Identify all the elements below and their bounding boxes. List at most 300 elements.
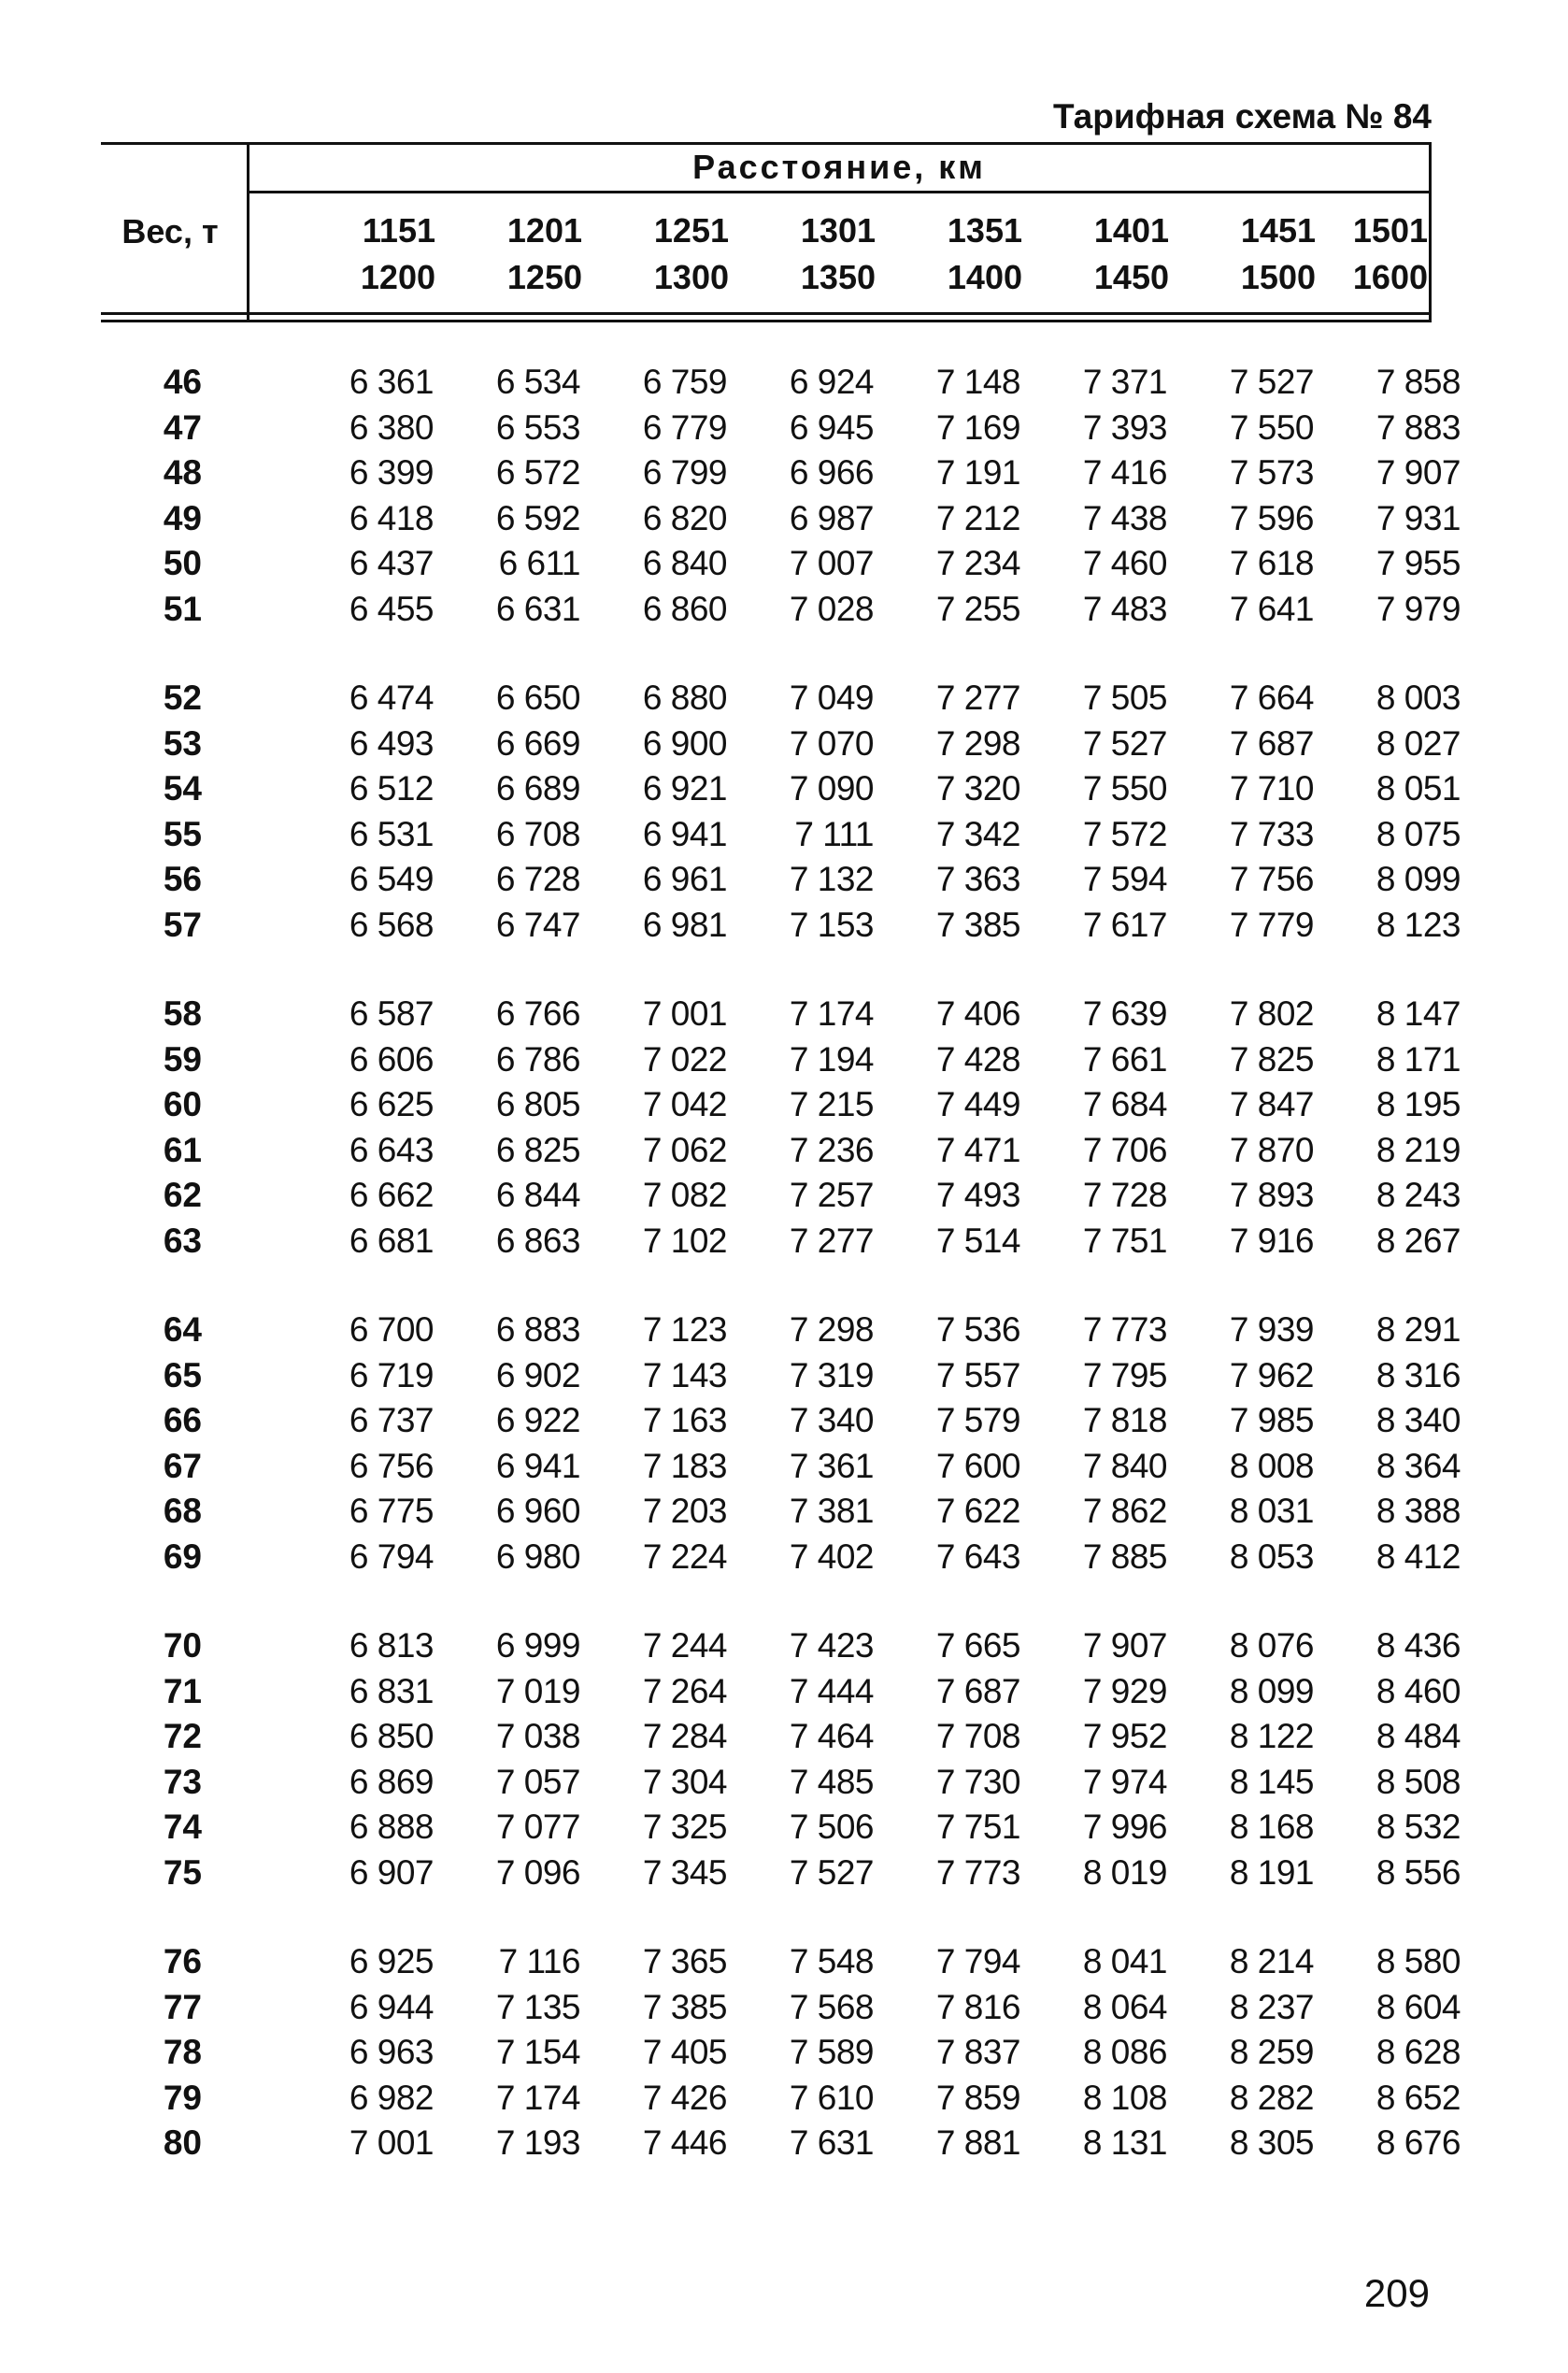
- tariff-cell: 7 779: [1229, 905, 1314, 944]
- tariff-cell: 7 215: [789, 1085, 874, 1123]
- weight-cell: 78: [163, 2033, 202, 2071]
- tariff-cell: 6 643: [349, 1130, 434, 1169]
- tariff-cell: 7 795: [1082, 1355, 1167, 1394]
- tariff-cell: 8 099: [1376, 860, 1461, 898]
- tariff-cell: 7 600: [935, 1446, 1020, 1485]
- tariff-cell: 6 759: [642, 363, 727, 401]
- tariff-cell: 6 805: [495, 1085, 580, 1123]
- tariff-cell: 6 669: [495, 723, 580, 763]
- tariff-cell: 7 706: [1082, 1130, 1167, 1169]
- tariff-cell: 6 611: [498, 544, 580, 582]
- scheme-title: Тарифная схема № 84: [1052, 97, 1432, 136]
- tariff-cell: 7 837: [935, 2033, 1020, 2071]
- tariff-cell: 7 733: [1229, 814, 1314, 853]
- tariff-cell: 7 730: [935, 1762, 1020, 1801]
- weight-cell: 76: [163, 1942, 202, 1980]
- table-row: [101, 1939, 1461, 1985]
- tariff-cell: 7 123: [642, 1310, 727, 1349]
- tariff-cell: 8 305: [1229, 2123, 1314, 2162]
- table-row: [101, 1714, 1461, 1760]
- weight-cell: 71: [163, 1671, 202, 1710]
- table-row: [101, 992, 1461, 1037]
- weight-cell: 53: [163, 723, 202, 763]
- tariff-cell: 6 966: [789, 453, 874, 492]
- tariff-cell: 8 168: [1229, 1808, 1314, 1846]
- tariff-cell: 7 304: [642, 1762, 727, 1801]
- tariff-cell: 7 661: [1082, 1039, 1167, 1079]
- tariff-cell: 7 163: [642, 1401, 727, 1439]
- tariff-cell: 7 639: [1082, 994, 1167, 1033]
- tariff-cell: 7 974: [1082, 1762, 1167, 1801]
- tariff-cell: 8 412: [1376, 1537, 1461, 1576]
- tariff-cell: 7 840: [1082, 1446, 1167, 1485]
- weight-cell: 47: [163, 407, 202, 447]
- tariff-cell: 7 610: [789, 2078, 874, 2117]
- tariff-cell: 6 831: [349, 1671, 434, 1710]
- tariff-cell: 7 573: [1229, 453, 1314, 492]
- range-from: 1251: [653, 211, 729, 250]
- table-row: [101, 1760, 1461, 1806]
- tariff-cell: 8 484: [1376, 1717, 1461, 1755]
- weight-cell: 69: [163, 1537, 202, 1576]
- tariff-cell: 7 568: [789, 1987, 874, 2026]
- weight-label: Вес, т: [121, 212, 219, 250]
- tariff-cell: 7 536: [935, 1310, 1020, 1349]
- tariff-cell: 7 361: [789, 1446, 874, 1485]
- distance-rule: [247, 191, 1432, 193]
- tariff-cell: 6 592: [495, 498, 580, 537]
- tariff-cell: 8 676: [1376, 2123, 1461, 2162]
- tariff-cell: 7 022: [642, 1039, 727, 1079]
- tariff-cell: 6 999: [495, 1626, 580, 1665]
- tariff-cell: 6 820: [642, 498, 727, 537]
- weight-cell: 72: [163, 1717, 202, 1755]
- tariff-cell: 6 625: [349, 1085, 434, 1123]
- tariff-cell: 6 553: [495, 407, 580, 447]
- range-from: 1351: [947, 211, 1022, 250]
- range-to: 1400: [947, 258, 1022, 296]
- tariff-cell: 6 662: [349, 1176, 434, 1214]
- tariff-cell: 6 756: [349, 1446, 434, 1485]
- tariff-cell: 6 719: [349, 1355, 434, 1394]
- table-row: [101, 1353, 1461, 1399]
- weight-cell: 63: [163, 1221, 202, 1260]
- tariff-cell: 7 939: [1229, 1310, 1314, 1349]
- tariff-cell: 7 236: [789, 1130, 874, 1169]
- tariff-cell: 6 737: [349, 1401, 434, 1439]
- tariff-cell: 7 365: [642, 1942, 727, 1980]
- tariff-cell: 7 224: [642, 1537, 727, 1576]
- distance-range: [289, 207, 435, 301]
- tariff-cell: 6 689: [495, 769, 580, 808]
- tariff-cell: 7 319: [789, 1355, 874, 1394]
- distance-range: [582, 207, 729, 301]
- tariff-cell: 7 028: [789, 589, 874, 628]
- tariff-cell: 7 684: [1082, 1085, 1167, 1123]
- tariff-cell: 6 924: [789, 363, 874, 401]
- tariff-cell: 7 907: [1376, 453, 1461, 492]
- tariff-cell: 7 985: [1229, 1401, 1314, 1439]
- tariff-cell: 7 154: [495, 2033, 580, 2071]
- tariff-cell: 7 641: [1229, 589, 1314, 628]
- tariff-cell: 7 212: [935, 498, 1020, 537]
- tariff-cell: 8 652: [1376, 2078, 1461, 2117]
- table-row: [101, 1444, 1461, 1490]
- tariff-cell: 7 183: [642, 1446, 727, 1485]
- tariff-cell: 7 931: [1376, 498, 1461, 537]
- tariff-cell: 7 548: [789, 1942, 874, 1980]
- header-right-border: [1429, 142, 1432, 320]
- tariff-cell: 6 902: [495, 1355, 580, 1394]
- weight-cell: 66: [163, 1401, 202, 1439]
- tariff-cell: 8 364: [1376, 1446, 1461, 1485]
- range-to: 1250: [506, 258, 582, 296]
- tariff-cell: 6 888: [349, 1808, 434, 1846]
- range-to: 1200: [360, 258, 435, 296]
- tariff-cell: 6 925: [349, 1942, 434, 1980]
- tariff-cell: 6 850: [349, 1717, 434, 1755]
- tariff-cell: 6 907: [349, 1852, 434, 1892]
- tariff-cell: 8 008: [1229, 1446, 1314, 1485]
- tariff-cell: 7 284: [642, 1717, 727, 1755]
- table-row: [101, 1082, 1461, 1128]
- tariff-cell: 7 116: [498, 1942, 580, 1980]
- tariff-cell: 7 381: [789, 1492, 874, 1530]
- tariff-cell: 8 282: [1229, 2078, 1314, 2117]
- tariff-cell: 8 053: [1229, 1537, 1314, 1576]
- tariff-cell: 6 922: [495, 1401, 580, 1439]
- tariff-cell: 7 193: [495, 2123, 580, 2162]
- tariff-cell: 7 794: [935, 1942, 1020, 1980]
- tariff-cell: 7 393: [1082, 407, 1167, 447]
- tariff-cell: 6 728: [495, 860, 580, 898]
- weight-cell: 56: [163, 860, 202, 898]
- tariff-cell: 7 082: [642, 1176, 727, 1214]
- table-row: [101, 587, 1461, 633]
- table-row: [101, 1308, 1461, 1353]
- tariff-cell: 7 402: [789, 1537, 874, 1576]
- weight-cell: 77: [163, 1987, 202, 2026]
- tariff-cell: 7 096: [495, 1852, 580, 1892]
- tariff-cell: 7 363: [935, 860, 1020, 898]
- table-row: [101, 360, 1461, 406]
- tariff-cell: 7 916: [1229, 1221, 1314, 1260]
- tariff-cell: 8 108: [1082, 2078, 1167, 2117]
- tariff-cell: 7 708: [935, 1717, 1020, 1755]
- tariff-cell: 6 512: [349, 769, 434, 808]
- tariff-cell: 7 385: [642, 1987, 727, 2026]
- table-row: [101, 1398, 1461, 1444]
- tariff-cell: 7 550: [1082, 769, 1167, 808]
- tariff-cell: 7 979: [1376, 589, 1461, 628]
- tariff-cell: 6 493: [349, 723, 434, 763]
- tariff-cell: 7 153: [789, 905, 874, 944]
- tariff-cell: 8 076: [1229, 1626, 1314, 1665]
- table-row: [101, 903, 1461, 949]
- distance-range: [435, 207, 582, 301]
- tariff-cell: 8 436: [1376, 1626, 1461, 1665]
- tariff-cell: 7 102: [642, 1221, 727, 1260]
- tariff-cell: 7 881: [935, 2123, 1020, 2162]
- tariff-cell: 7 664: [1229, 679, 1314, 717]
- tariff-cell: 8 171: [1376, 1039, 1461, 1079]
- tariff-cell: 7 438: [1082, 498, 1167, 537]
- tariff-cell: 7 385: [935, 905, 1020, 944]
- tariff-cell: 6 860: [642, 589, 727, 628]
- tariff-cell: 8 031: [1229, 1492, 1314, 1530]
- table-row: [101, 541, 1461, 587]
- tariff-cell: 6 418: [349, 498, 434, 537]
- row-group: [101, 992, 1461, 1264]
- range-to: 1500: [1240, 258, 1316, 296]
- weight-cell: 60: [163, 1085, 202, 1123]
- weight-cell: 52: [163, 679, 202, 717]
- range-to: 1450: [1093, 258, 1169, 296]
- tariff-cell: 6 437: [349, 544, 434, 582]
- tariff-cell: 7 405: [642, 2033, 727, 2071]
- weight-cell: 64: [163, 1310, 202, 1349]
- tariff-cell: 7 483: [1082, 589, 1167, 628]
- tariff-cell: 8 628: [1376, 2033, 1461, 2071]
- tariff-cell: 8 316: [1376, 1355, 1461, 1394]
- tariff-cell: 6 766: [495, 994, 580, 1033]
- tariff-cell: 8 123: [1376, 905, 1461, 944]
- weight-cell: 67: [163, 1446, 202, 1485]
- tariff-cell: 7 858: [1376, 363, 1461, 401]
- tariff-cell: 7 557: [935, 1355, 1020, 1394]
- distance-range: [1281, 207, 1428, 301]
- range-from: 1451: [1240, 211, 1316, 250]
- tariff-cell: 7 070: [789, 723, 874, 763]
- table-row: [101, 2076, 1461, 2122]
- range-from: 1301: [800, 211, 876, 250]
- tariff-cell: 7 862: [1082, 1492, 1167, 1530]
- tariff-cell: 7 893: [1229, 1176, 1314, 1214]
- tariff-cell: 7 325: [642, 1808, 727, 1846]
- tariff-cell: 7 756: [1229, 860, 1314, 898]
- tariff-cell: 7 077: [495, 1808, 580, 1846]
- weight-cell: 68: [163, 1492, 202, 1530]
- table-row: [101, 812, 1461, 858]
- tariff-cell: 7 622: [935, 1492, 1020, 1530]
- tariff-cell: 8 267: [1376, 1221, 1461, 1260]
- tariff-cell: 7 514: [935, 1221, 1020, 1260]
- tariff-cell: 8 027: [1376, 723, 1461, 763]
- weight-cell: 54: [163, 769, 202, 808]
- tariff-cell: 7 506: [789, 1808, 874, 1846]
- tariff-cell: 6 981: [642, 905, 727, 944]
- tariff-cell: 6 900: [642, 723, 727, 763]
- tariff-cell: 8 259: [1229, 2033, 1314, 2071]
- weight-cell: 61: [163, 1130, 202, 1169]
- tariff-cell: 8 122: [1229, 1717, 1314, 1755]
- tariff-cell: 8 340: [1376, 1401, 1461, 1439]
- tariff-cell: 7 618: [1229, 544, 1314, 582]
- tariff-cell: 6 399: [349, 453, 434, 492]
- tariff-cell: 7 257: [789, 1176, 874, 1214]
- tariff-cell: 7 773: [935, 1852, 1020, 1892]
- tariff-cell: 7 174: [495, 2078, 580, 2117]
- tariff-cell: 8 064: [1082, 1987, 1167, 2026]
- tariff-cell: 8 237: [1229, 1987, 1314, 2026]
- range-to: 1600: [1352, 258, 1428, 296]
- tariff-cell: 7 057: [495, 1762, 580, 1801]
- weight-cell: 50: [163, 544, 202, 582]
- tariff-cell: 7 687: [935, 1671, 1020, 1710]
- tariff-cell: 8 003: [1376, 679, 1461, 717]
- tariff-cell: 8 131: [1082, 2123, 1167, 2162]
- table-row: [101, 406, 1461, 451]
- header-bottom-rule: [101, 320, 1432, 322]
- tariff-cell: 6 987: [789, 498, 874, 537]
- tariff-cell: 7 471: [935, 1130, 1020, 1169]
- tariff-cell: 6 944: [349, 1987, 434, 2026]
- tariff-cell: 6 794: [349, 1537, 434, 1576]
- table-row: [101, 1669, 1461, 1715]
- tariff-cell: 7 264: [642, 1671, 727, 1710]
- tariff-cell: 6 945: [789, 407, 874, 447]
- tariff-cell: 6 982: [349, 2078, 434, 2117]
- tariff-cell: 7 594: [1082, 860, 1167, 898]
- tariff-cell: 6 921: [642, 769, 727, 808]
- tariff-cell: 8 219: [1376, 1130, 1461, 1169]
- weight-cell: 62: [163, 1176, 202, 1214]
- tariff-cell: 7 885: [1082, 1537, 1167, 1576]
- tariff-cell: 7 883: [1376, 407, 1461, 447]
- weight-cell: 48: [163, 453, 202, 492]
- tariff-cell: 6 606: [349, 1039, 434, 1079]
- weight-cell: 59: [163, 1039, 202, 1079]
- tariff-cell: 6 631: [495, 589, 580, 628]
- tariff-cell: 8 195: [1376, 1085, 1461, 1123]
- tariff-cell: 7 929: [1082, 1671, 1167, 1710]
- tariff-cell: 6 650: [495, 679, 580, 717]
- tariff-cell: 8 191: [1229, 1852, 1314, 1892]
- range-to: 1350: [800, 258, 876, 296]
- tariff-cell: 6 840: [642, 544, 727, 582]
- weight-cell: 70: [163, 1626, 202, 1665]
- tariff-cell: 6 941: [495, 1446, 580, 1485]
- page-number: 209: [1363, 2271, 1430, 2315]
- weight-cell: 49: [163, 498, 202, 537]
- table-row: [101, 676, 1461, 722]
- tariff-cell: 8 075: [1376, 814, 1461, 853]
- tariff-cell: 6 455: [349, 589, 434, 628]
- weight-cell: 51: [163, 589, 202, 628]
- range-from: 1201: [506, 211, 582, 250]
- distance-range: [876, 207, 1022, 301]
- row-group: [101, 1308, 1461, 1580]
- weight-cell: 46: [163, 363, 202, 401]
- tariff-cell: 7 589: [789, 2033, 874, 2071]
- table-body: [101, 360, 1461, 2210]
- tariff-cell: 6 941: [642, 814, 727, 853]
- tariff-cell: 7 710: [1229, 769, 1314, 808]
- tariff-cell: 6 568: [349, 905, 434, 944]
- tariff-cell: 7 234: [935, 544, 1020, 582]
- tariff-cell: 8 508: [1376, 1762, 1461, 1801]
- table-row: [101, 1805, 1461, 1851]
- tariff-cell: 6 813: [349, 1626, 434, 1665]
- table-row: [101, 1535, 1461, 1580]
- table-row: [101, 1173, 1461, 1219]
- tariff-cell: 6 708: [495, 814, 580, 853]
- tariff-cell: 6 863: [495, 1221, 580, 1260]
- tariff-cell: 7 962: [1229, 1355, 1314, 1394]
- tariff-cell: 7 203: [642, 1492, 727, 1530]
- tariff-cell: 6 963: [349, 2033, 434, 2071]
- tariff-cell: 7 298: [789, 1310, 874, 1349]
- table-row: [101, 1985, 1461, 2031]
- weight-cell: 74: [163, 1808, 202, 1846]
- tariff-cell: 7 751: [1082, 1221, 1167, 1260]
- tariff-cell: 7 426: [642, 2078, 727, 2117]
- tariff-cell: 7 345: [642, 1852, 727, 1892]
- table-row: [101, 1128, 1461, 1174]
- tariff-cell: 8 243: [1376, 1176, 1461, 1214]
- tariff-cell: 7 298: [935, 723, 1020, 763]
- tariff-cell: 7 111: [794, 814, 874, 853]
- tariff-cell: 8 556: [1376, 1852, 1461, 1892]
- tariff-cell: 6 534: [495, 363, 580, 401]
- tariff-cell: 8 147: [1376, 994, 1461, 1033]
- tariff-cell: 7 132: [789, 860, 874, 898]
- tariff-cell: 7 169: [935, 407, 1020, 447]
- tariff-cell: 7 687: [1229, 723, 1314, 763]
- table-row: [101, 1037, 1461, 1083]
- tariff-cell: 7 244: [642, 1626, 727, 1665]
- table-row: [101, 1623, 1461, 1669]
- tariff-cell: 7 596: [1229, 498, 1314, 537]
- tariff-cell: 8 214: [1229, 1942, 1314, 1980]
- tariff-cell: 6 786: [495, 1039, 580, 1079]
- tariff-cell: 6 549: [349, 860, 434, 898]
- tariff-cell: 7 340: [789, 1401, 874, 1439]
- tariff-cell: 7 751: [935, 1808, 1020, 1846]
- tariff-cell: 8 041: [1082, 1942, 1167, 1980]
- tariff-cell: 7 996: [1082, 1808, 1167, 1846]
- distance-label: Расстояние, км: [692, 148, 986, 186]
- weight-cell: 79: [163, 2078, 202, 2117]
- tariff-cell: 6 380: [349, 407, 434, 447]
- tariff-cell: 7 062: [642, 1130, 727, 1169]
- tariff-cell: 7 464: [789, 1717, 874, 1755]
- tariff-cell: 7 174: [789, 994, 874, 1033]
- weight-cell: 57: [163, 905, 202, 944]
- tariff-cell: 7 773: [1082, 1310, 1167, 1349]
- distance-range: [1022, 207, 1169, 301]
- tariff-cell: 8 532: [1376, 1808, 1461, 1846]
- row-group: [101, 360, 1461, 632]
- weight-cell: 73: [163, 1762, 202, 1801]
- tariff-cell: 7 255: [935, 589, 1020, 628]
- tariff-cell: 6 531: [349, 814, 434, 853]
- tariff-cell: 7 816: [935, 1987, 1020, 2026]
- tariff-cell: 6 779: [642, 407, 727, 447]
- tariff-cell: 8 019: [1082, 1852, 1167, 1892]
- tariff-cell: 7 505: [1082, 679, 1167, 717]
- tariff-cell: 7 038: [495, 1717, 580, 1755]
- tariff-cell: 6 474: [349, 679, 434, 717]
- tariff-cell: 6 869: [349, 1762, 434, 1801]
- table-row: [101, 857, 1461, 903]
- tariff-cell: 7 579: [935, 1401, 1020, 1439]
- tariff-cell: 7 952: [1082, 1717, 1167, 1755]
- tariff-cell: 8 291: [1376, 1310, 1461, 1349]
- tariff-cell: 6 960: [495, 1492, 580, 1530]
- tariff-cell: 6 883: [495, 1310, 580, 1349]
- tariff-cell: 7 428: [935, 1039, 1020, 1079]
